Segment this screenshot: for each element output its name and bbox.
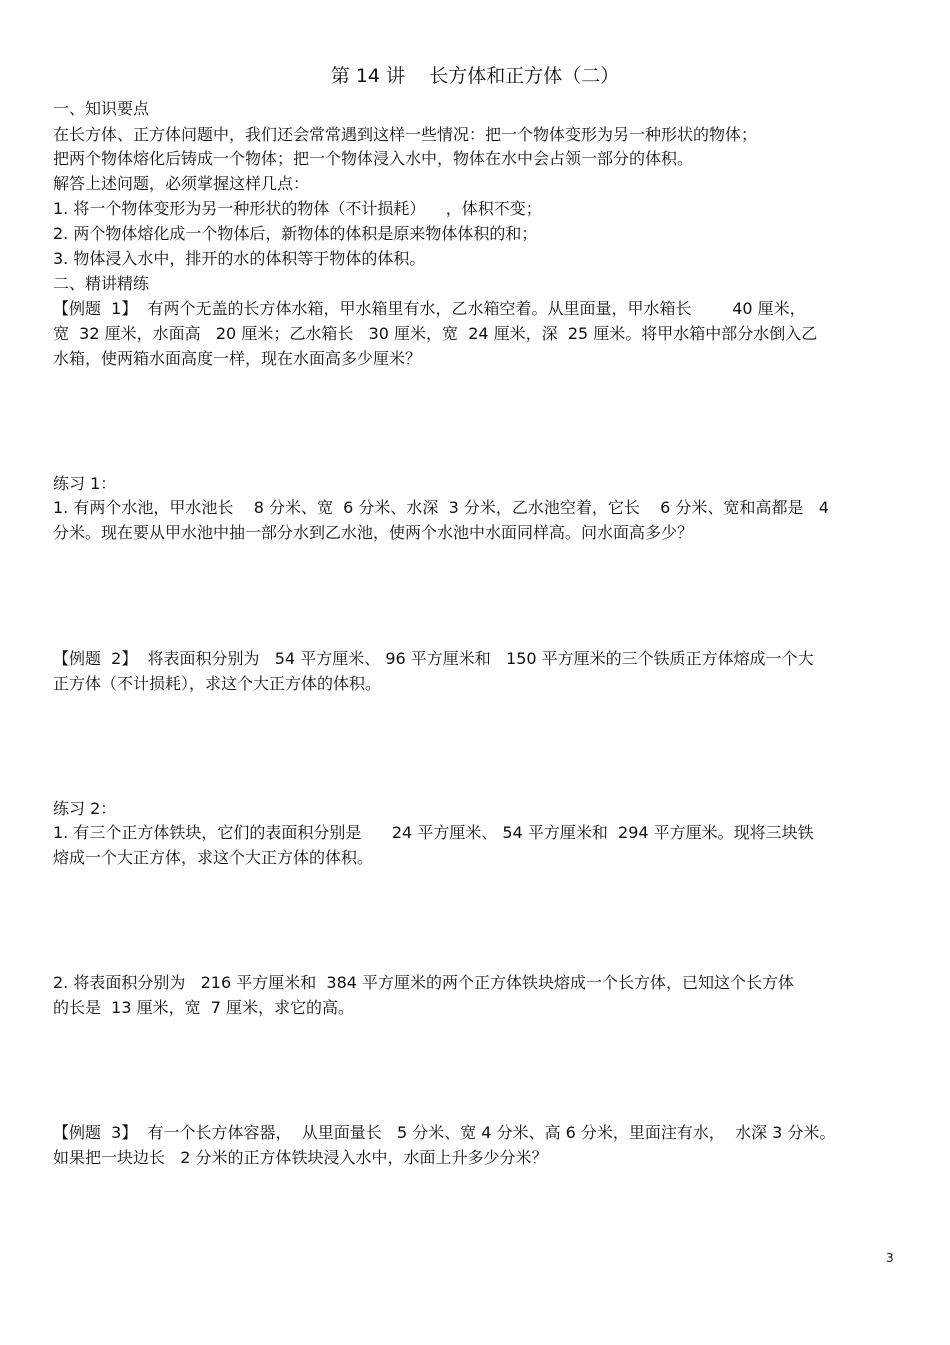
page-number: 3 [886,1251,894,1265]
example-3-line: 如果把一块边长 2 分米的正方体铁块浸入水中，水面上升多少分米？ [53,1148,548,1167]
knowledge-point-2: 2. 两个物体熔化成一个物体后，新物体的体积是原来物体体积的和； [53,224,538,243]
section-heading-knowledge: 一、知识要点 [53,99,150,118]
example-1-line: 【例题 1】 有两个无盖的长方体水箱，甲水箱里有水，乙水箱空着。从里面量，甲水箱长 40 厘米， [53,299,806,318]
example-1-line: 水箱，使两箱水面高度一样，现在水面高多少厘米？ [53,349,422,368]
intro-paragraph-line: 解答上述问题，必须掌握这样几点： [53,174,310,193]
practice-1-question-line: 1. 有两个水池，甲水池长 8 分米、宽 6 分米、水深 3 分米，乙水池空着，它长 6 分米、宽和高都是 4 [53,498,829,517]
practice-2-question-2-line: 的长是 13 厘米，宽 7 厘米，求它的高。 [53,998,355,1017]
intro-paragraph-line: 在长方体、正方体问题中，我们还会常常遇到这样一些情况：把一个物体变形为另一种形状的物体； [53,125,758,144]
practice-2-question-1-line: 1. 有三个正方体铁块，它们的表面积分别是 24 平方厘米、 54 平方厘米和 294 平方厘米。现将三块铁 [53,823,814,842]
example-1-line: 宽 32 厘米，水面高 20 厘米；乙水箱长 30 厘米，宽 24 厘米，深 25 厘米。将甲水箱中部分水倒入乙 [53,324,818,343]
example-2-line: 【例题 2】 将表面积分别为 54 平方厘米、 96 平方厘米和 150 平方厘米的三个铁质正方体熔成一个大 [53,649,814,668]
practice-1-question-line: 分米。现在要从甲水池中抽一部分水到乙水池，使两个水池中水面同样高。问水面高多少？ [53,523,694,542]
page-title: 第 14 讲 长方体和正方体（二） [330,65,620,87]
intro-paragraph-line: 把两个物体熔化后铸成一个物体；把一个物体浸入水中，物体在水中会占领一部分的体积。 [53,149,694,168]
practice-2-heading: 练习 2： [53,799,117,818]
practice-2-question-2-line: 2. 将表面积分别为 216 平方厘米和 384 平方厘米的两个正方体铁块熔成一个长方体，已知这个长方体 [53,973,795,992]
knowledge-point-1: 1. 将一个物体变形为另一种形状的物体（不计损耗） ，体积不变； [53,199,542,218]
example-2-line: 正方体（不计损耗），求这个大正方体的体积。 [53,674,382,693]
section-heading-practice: 二、精讲精练 [53,274,150,293]
practice-2-question-1-line: 熔成一个大正方体，求这个大正方体的体积。 [53,848,374,867]
knowledge-point-3: 3. 物体浸入水中，排开的水的体积等于物体的体积。 [53,249,426,268]
example-3-line: 【例题 3】 有一个长方体容器， 从里面量长 5 分米、宽 4 分米、高 6 分米，里面注有水， 水深 3 分米。 [53,1123,836,1142]
practice-1-heading: 练习 1： [53,474,117,493]
